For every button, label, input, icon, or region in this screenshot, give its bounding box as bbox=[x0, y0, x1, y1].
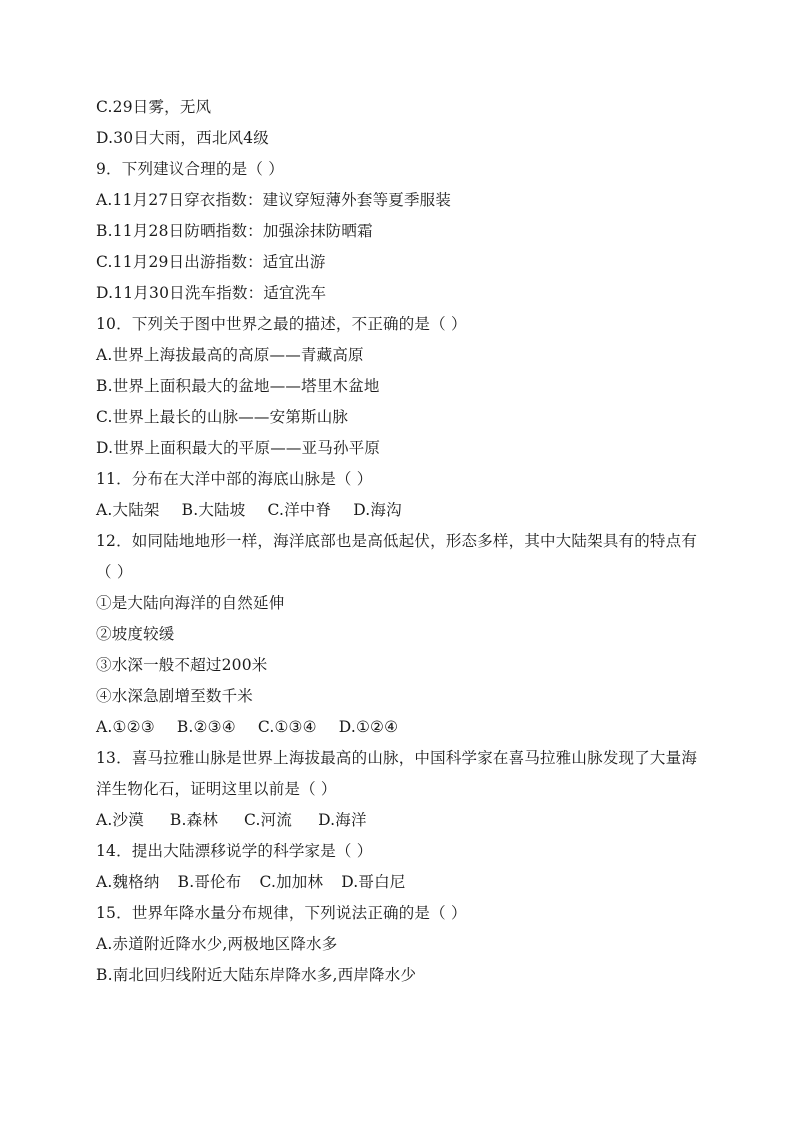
q13-option-b: B.森林 bbox=[169, 811, 219, 829]
q12-stem: 12．如同陆地地形一样，海洋底部也是高低起伏，形态多样，其中大陆架具有的特点有（ ） bbox=[96, 532, 698, 581]
q14-options bbox=[96, 867, 706, 898]
q9-option-d: D.11月30日洗车指数：适宜洗车 bbox=[96, 284, 327, 302]
q11-options bbox=[96, 495, 706, 526]
q10-option-c: C.世界上最长的山脉——安第斯山脉 bbox=[96, 408, 349, 426]
q12-option-c: C.①③④ bbox=[257, 718, 317, 736]
q10-option-b: B.世界上面积最大的盆地——塔里木盆地 bbox=[96, 377, 380, 395]
q13-stem: 13．喜马拉雅山脉是世界上海拔最高的山脉，中国科学家在喜马拉雅山脉发现了大量海洋生物化石，证明这里以前是（ ） bbox=[96, 749, 698, 798]
q9-option-c: C.11月29日出游指数：适宜出游 bbox=[96, 253, 326, 271]
q12-statement-1: ①是大陆向海洋的自然延伸 bbox=[96, 594, 285, 612]
q14-option-c: C.加加林 bbox=[259, 873, 324, 891]
q12-option-d: D.①②④ bbox=[338, 718, 399, 736]
q10-option-a: A.世界上海拔最高的高原——青藏高原 bbox=[96, 346, 364, 364]
q11-option-d: D.海沟 bbox=[353, 501, 402, 519]
q10-option-d: D.世界上面积最大的平原——亚马孙平原 bbox=[96, 439, 381, 457]
q8-option-c: C.29日雾，无风 bbox=[96, 98, 212, 116]
q14-stem: 14．提出大陆漂移说学的科学家是（ ） bbox=[96, 842, 373, 860]
q11-option-c: C.洋中脊 bbox=[267, 501, 332, 519]
q12-option-a: A.①②③ bbox=[96, 718, 155, 736]
q11-stem: 11．分布在大洋中部的海底山脉是（ ） bbox=[96, 470, 373, 488]
q14-option-d: D.哥白尼 bbox=[341, 873, 406, 891]
q14-option-a: A.魏格纳 bbox=[96, 873, 160, 891]
q15-option-b: B.南北回归线附近大陆东岸降水多,西岸降水少 bbox=[96, 966, 417, 984]
q12-statement-3: ③水深一般不超过200米 bbox=[96, 656, 268, 674]
q8-option-d: D.30日大雨，西北风4级 bbox=[96, 129, 269, 147]
q9-option-a: A.11月27日穿衣指数：建议穿短薄外套等夏季服装 bbox=[96, 191, 452, 209]
worksheet-page bbox=[96, 92, 706, 991]
q13-option-c: C.河流 bbox=[244, 811, 293, 829]
q12-option-b: B.②③④ bbox=[176, 718, 236, 736]
q10-stem: 10．下列关于图中世界之最的描述，不正确的是（ ） bbox=[96, 315, 467, 333]
q12-options bbox=[96, 712, 706, 743]
q13-options bbox=[96, 805, 706, 836]
q13-option-a: A.沙漠 bbox=[96, 811, 144, 829]
q13-option-d: D.海洋 bbox=[318, 811, 367, 829]
q12-statement-2: ②坡度较缓 bbox=[96, 625, 175, 643]
q15-stem: 15．世界年降水量分布规律，下列说法正确的是（ ） bbox=[96, 904, 467, 922]
q11-option-b: B.大陆坡 bbox=[181, 501, 246, 519]
q14-option-b: B.哥伦布 bbox=[177, 873, 242, 891]
q9-option-b: B.11月28日防晒指数：加强涂抹防晒霜 bbox=[96, 222, 373, 240]
q9-stem: 9．下列建议合理的是（ ） bbox=[96, 160, 284, 178]
q15-option-a: A.赤道附近降水少,两极地区降水多 bbox=[96, 935, 338, 953]
q11-option-a: A.大陆架 bbox=[96, 501, 160, 519]
q12-statement-4: ④水深急剧增至数千米 bbox=[96, 687, 254, 705]
